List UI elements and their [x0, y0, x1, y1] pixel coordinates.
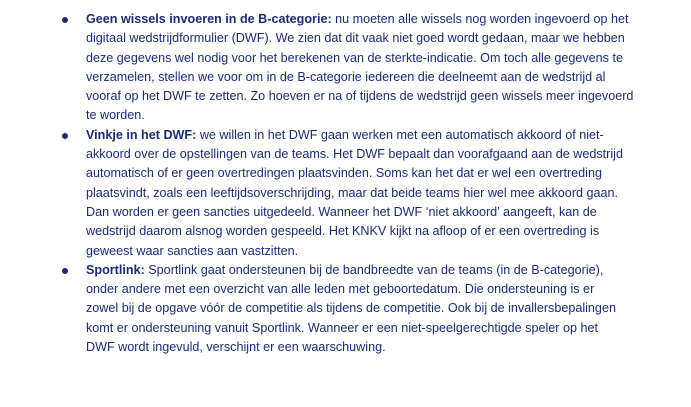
- text-line: akkoord over de opstellingen van de teams. Het DWF bepaalt dan voorafgaand aan de wedstrijd: [86, 147, 623, 162]
- text-run: Sportlink gaat ondersteunen bij de bandbreedte van de teams (in de B-categorie),: [144, 262, 604, 277]
- text-run: nu moeten alle wissels nog worden ingevoerd op het: [331, 12, 629, 26]
- bullet-dot-icon: [62, 17, 68, 23]
- bullet-heading: Vinkje in het DWF:: [86, 127, 197, 142]
- text-run: we willen in het DWF gaan werken met een automatisch akkoord of niet-: [196, 127, 604, 142]
- bullet-heading: Sportlink:: [86, 262, 145, 277]
- text-line: verzamelen, stellen we voor om in de B-categorie iedereen die deelneemt aan de wedstrijd al: [86, 69, 606, 84]
- text-line: vooraf op het DWF te zetten. Zo hoeven er na of tijdens de wedstrijd geen wissels meer ingevoerd: [86, 89, 634, 104]
- text-line: wedstrijd daarom alsnog worden gespeeld. Het KNKV kijkt na afloop of er een overtreding is: [86, 224, 600, 239]
- text-line: plaatsvindt, zoals een leeftijdsoverschrijding, maar dat beide teams hier wel mee akkoord gaan.: [86, 185, 619, 200]
- bullet-item-vinkje: [86, 126, 631, 261]
- text-line: onder andere met een overzicht van alle leden met geboortedatum. Die ondersteuning is er: [86, 282, 595, 297]
- bullet-dot-icon: [62, 133, 68, 139]
- text-line: zowel bij de opgave vóór de competitie als tijdens de competitie. Ook bij de invallersbepalingen: [86, 301, 616, 316]
- text-line: digitaal wedstrijdformulier (DWF). We zien dat dit vaak niet goed wordt gedaan, maar we hebben: [86, 31, 625, 46]
- bullet-list: [86, 10, 634, 357]
- text-line: [86, 126, 631, 145]
- text-line: automatisch of er geen overtredingen plaatsvinden. Soms kan het dat er wel een overtreding: [86, 166, 602, 181]
- bullet-dot-icon: [62, 268, 68, 274]
- bullet-item-sportlink: [86, 261, 631, 357]
- bullet-heading: Geen wissels invoeren in de B-categorie:: [86, 12, 332, 26]
- text-line: [86, 261, 631, 280]
- text-line: Dan worden er geen sancties uitgedeeld. Wanneer het DWF ‘niet akkoord’ aangeeft, kan de: [86, 204, 597, 219]
- bullet-item-wissels: [86, 10, 634, 126]
- text-line: komt er ondersteuning vanuit Sportlink. Wanneer er een niet-speelgerechtigde speler op het: [86, 320, 598, 335]
- text-line: geweest waar sancties aan vastzitten.: [86, 243, 299, 258]
- text-line: deze gegevens wel nodig voor het berekenen van de sterkte-indicatie. Om toch alle gegevens te: [86, 50, 623, 65]
- text-line: [86, 10, 631, 29]
- text-line: DWF wordt ingevuld, verschijnt er een waarschuwing.: [86, 340, 386, 355]
- text-line: te worden.: [86, 108, 145, 123]
